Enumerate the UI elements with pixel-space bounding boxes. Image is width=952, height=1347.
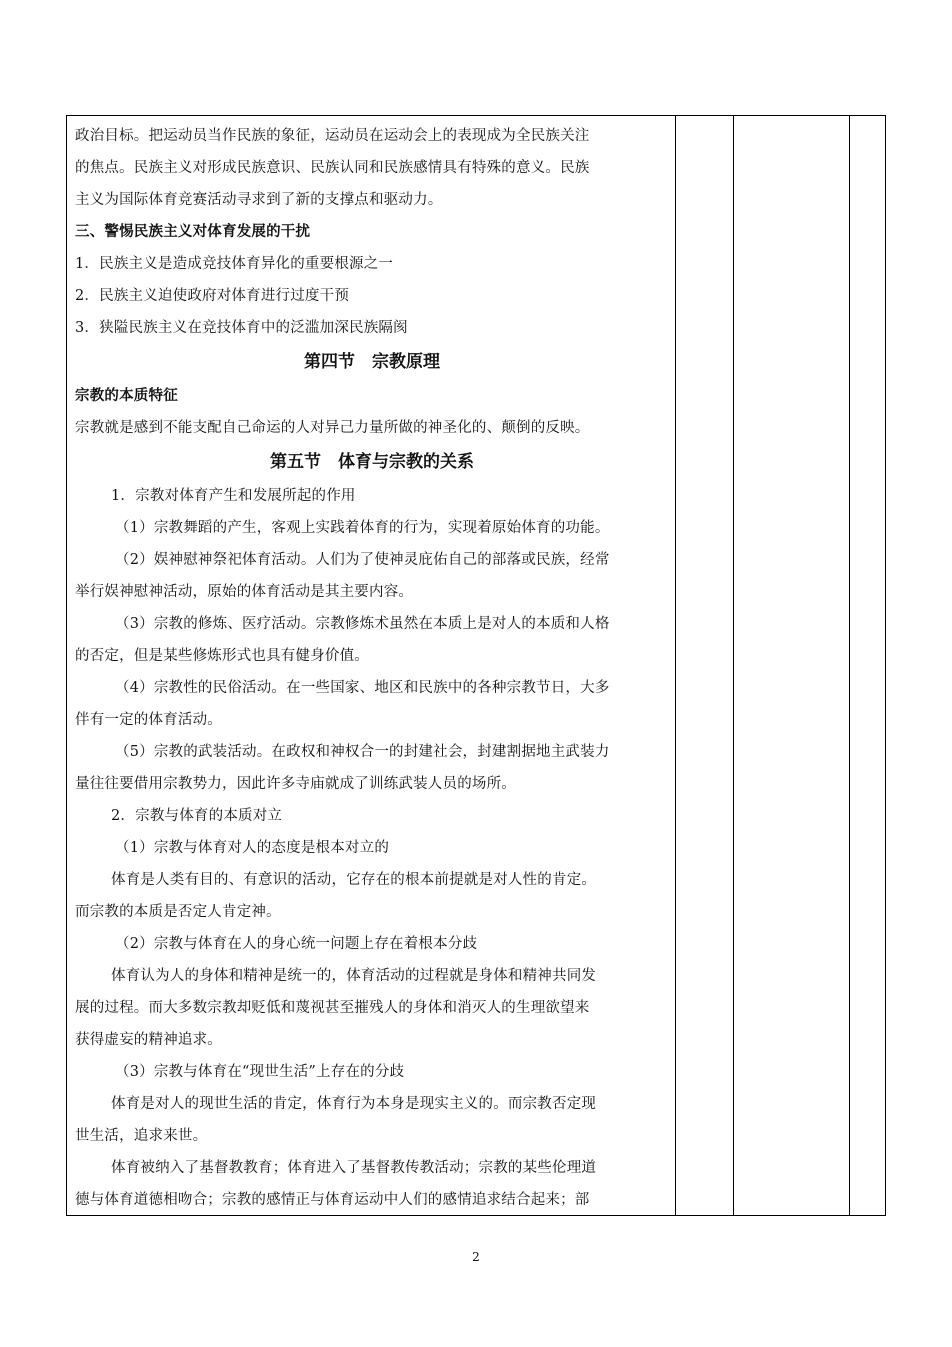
- text-line: 体育是对人的现世生活的肯定，体育行为本身是现实主义的。而宗教否定现: [111, 1096, 597, 1112]
- text-line: 三、警惕民族主义对体育发展的干扰: [75, 223, 311, 240]
- text-line: 展的过程。而大多数宗教却贬低和蔑视甚至摧残人的身体和消灭人的生理欲望来: [75, 1000, 590, 1016]
- text-line: 主义为国际体育竞赛活动寻求到了新的支撑点和驱动力。: [75, 192, 443, 208]
- text-line: 量往往要借用宗教势力，因此许多寺庙就成了训练武装人员的场所。: [75, 776, 516, 792]
- text-line: 3．狭隘民族主义在竞技体育中的泛滥加深民族隔阂: [75, 320, 408, 336]
- text-line: （1）宗教舞蹈的产生，客观上实践着体育的行为，实现着原始体育的功能。: [115, 520, 610, 536]
- text-line: 2．民族主义迫使政府对体育进行过度干预: [75, 288, 350, 304]
- text-line: 2．宗教与体育的本质对立: [111, 808, 283, 824]
- text-line: 的焦点。民族主义对形成民族意识、民族认同和民族感情具有特殊的意义。民族: [75, 160, 590, 176]
- text-line: （5）宗教的武装活动。在政权和神权合一的封建社会，封建割据地主武装力: [115, 744, 610, 760]
- text-line: （3）宗教的修炼、医疗活动。宗教修炼术虽然在本质上是对人的本质和人格: [115, 616, 610, 632]
- text-line: 1．宗教对体育产生和发展所起的作用: [111, 488, 356, 504]
- page-number: 2: [472, 1250, 480, 1264]
- column-divider: [675, 116, 676, 1215]
- text-line: （3）宗教与体育在“现世生活”上存在的分歧: [115, 1064, 405, 1080]
- section-heading: 第五节 体育与宗教的关系: [270, 452, 474, 472]
- column-divider: [849, 116, 850, 1215]
- text-line: 德与体育道德相吻合；宗教的感情正与体育运动中人们的感情追求结合起来；部: [75, 1192, 590, 1208]
- main-text-cell: [75, 120, 669, 1216]
- text-line: 世生活，追求来世。: [75, 1128, 208, 1144]
- section-heading: 第四节 宗教原理: [304, 352, 440, 372]
- text-line: 伴有一定的体育活动。: [75, 712, 222, 728]
- text-line: （4）宗教性的民俗活动。在一些国家、地区和民族中的各种宗教节日，大多: [115, 680, 610, 696]
- text-line: （2）宗教与体育在人的身心统一问题上存在着根本分歧: [115, 936, 478, 952]
- text-line: （1）宗教与体育对人的态度是根本对立的: [115, 840, 390, 856]
- content-table: [66, 115, 886, 1216]
- text-line: 的否定，但是某些修炼形式也具有健身价值。: [75, 648, 369, 664]
- text-line: 宗教就是感到不能支配自己命运的人对异己力量所做的神圣化的、颠倒的反映。: [75, 420, 590, 436]
- text-line: 体育被纳入了基督教教育；体育进入了基督教传教活动；宗教的某些伦理道: [111, 1160, 597, 1176]
- text-line: 体育认为人的身体和精神是统一的，体育活动的过程就是身体和精神共同发: [111, 968, 597, 984]
- text-line: 而宗教的本质是否定人肯定神。: [75, 904, 281, 920]
- text-line: 宗教的本质特征: [75, 387, 178, 404]
- text-line: 政治目标。把运动员当作民族的象征，运动员在运动会上的表现成为全民族关注: [75, 128, 590, 144]
- text-line: 1．民族主义是造成竞技体育异化的重要根源之一: [75, 256, 394, 272]
- text-line: 举行娱神慰神活动，原始的体育活动是其主要内容。: [75, 584, 414, 600]
- text-line: 体育是人类有目的、有意识的活动，它存在的根本前提就是对人性的肯定。: [111, 872, 597, 888]
- text-line: 获得虚妄的精神追求。: [75, 1032, 222, 1048]
- text-line: （2）娱神慰神祭祀体育活动。人们为了使神灵庇佑自己的部落或民族，经常: [115, 552, 610, 568]
- column-divider: [733, 116, 734, 1215]
